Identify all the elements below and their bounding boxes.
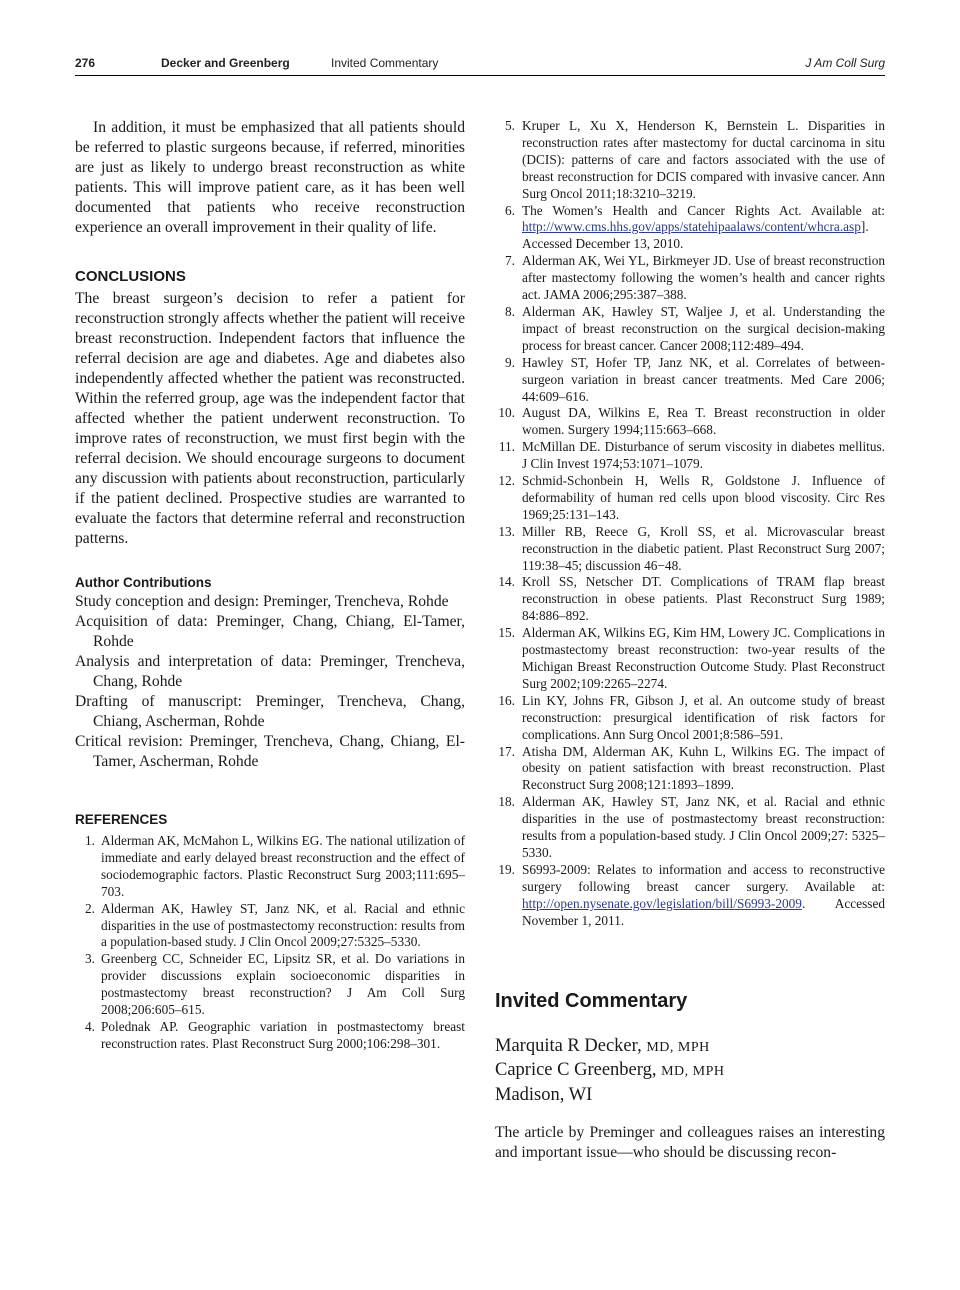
reference-text-post: . Accessed November 1, 2011. [522,895,885,928]
left-column [75,118,465,1053]
reference-item [75,833,465,901]
contribution-item: Acquisition of data: Preminger, Chang, Chiang, El-Tamer, Rohde [75,613,465,650]
contribution-item: Study conception and design: Preminger, Trencheva, Rohde [75,593,449,610]
reference-text: August DA, Wilkins E, Rea T. Breast reconstruction in older women. Surgery 1994;115:663–668. [522,405,885,438]
reference-text: Alderman AK, Hawley ST, Janz NK, et al. Racial and ethnic disparities in the use of postmastectomy breast reconstruction: results from a population-based study. J Clin Oncol 2009;27: 5325–5330. [522,794,885,860]
reference-text: Alderman AK, McMahon L, Wilkins EG. The national utilization of immediate and early delayed breast reconstruction and the effect of sociodemographic factors. Plastic Reconstruct Surg 2003;111:695–703. [101,833,465,899]
reference-number: 12. [498,473,515,489]
reference-link[interactable]: http://www.cms.hhs.gov/apps/statehipaalaws/content/whcra.asp [522,219,861,235]
reference-number: 19. [498,861,515,877]
reference-number: 10. [498,405,515,421]
conclusions-paragraph: The breast surgeon’s decision to refer a patient for reconstruction strongly affects whether the patient will receive breast reconstruction. Independent factors that influence the referral decision are age and diabetes. Age and diabetes also independently affected whether the patient was reconstructed. Within the referred group, age was the independent factor that affected whether the patient underwent reconstruction. To improve rates of reconstruction, we must first begin with the referral decision. We should encourage surgeons to document any discussion with patients about reconstruction, particularly if the patient declined. Prospective studies are warranted to evaluate the factors that determine referral and reconstruction patterns. [75,290,465,547]
contribution-item: Critical revision: Preminger, Trencheva, Chang, Chiang, El-Tamer, Ascherman, Rohde [75,733,465,770]
contribution-item: Drafting of manuscript: Preminger, Trencheva, Chang, Chiang, Ascherman, Rohde [75,693,465,730]
reference-item [495,304,885,355]
author-affiliation: Madison, WI [495,1084,593,1105]
reference-number: 3. [85,951,95,967]
reference-item [495,794,885,862]
reference-text-post: ]. Accessed December 13, 2010. [522,219,869,252]
reference-text: Kroll SS, Netscher DT. Complications of TRAM flap breast reconstruction in obese patients. Plast Reconstruct Surg 1989; 84:886–892. [522,574,885,624]
contributions-list [75,592,465,772]
right-column [495,118,885,1163]
contribution-item: Analysis and interpretation of data: Preminger, Trencheva, Chang, Rohde [75,653,465,690]
header-section: Invited Commentary [331,56,439,70]
reference-number: 2. [85,900,95,916]
reference-text: Greenberg CC, Schneider EC, Lipsitz SR, et al. Do variations in provider discussions explain socioeconomic disparities in postmastectomy breast reconstruction? J Am Coll Surg 2008;206:605–615. [101,951,465,1018]
author-name: Caprice C Greenberg, [495,1060,657,1080]
reference-item [75,1019,465,1053]
reference-item [495,744,885,795]
reference-number: 8. [505,303,515,319]
page-number: 276 [75,56,96,70]
reference-item [495,405,885,439]
reference-text: Polednak AP. Geographic variation in postmastectomy breast reconstruction rates. Plast Reconstruct Surg 2000;106:298–301. [101,1018,465,1051]
reference-item [495,253,885,304]
reference-item [495,574,885,625]
commentary-opening-paragraph: The article by Preminger and colleagues raises an interesting and important issue—who should be discussing recon- [495,1124,885,1161]
reference-number: 17. [498,743,515,759]
reference-text: Alderman AK, Wei YL, Birkmeyer JD. Use of breast reconstruction after mastectomy following the women’s health and cancer rights act. JAMA 2006;295:387–388. [522,253,885,303]
reference-item [495,118,885,203]
reference-item [495,355,885,406]
header-journal: J Am Coll Surg [805,56,885,70]
reference-item [495,524,885,575]
reference-item [495,473,885,524]
reference-text: Atisha DM, Alderman AK, Kuhn L, Wilkins EG. The impact of obesity on patient satisfaction with breast reconstruction. Plast Reconstruct Surg 2008;121:1893–1899. [522,743,885,793]
conclusions-heading: CONCLUSIONS [75,268,186,285]
reference-number: 14. [498,574,515,590]
reference-number: 11. [498,439,515,455]
running-header [75,56,885,72]
intro-paragraph: In addition, it must be emphasized that all patients should be referred to plastic surgeons because, if referred, minorities are just as likely to undergo breast reconstruction as white patients. This will improve patient care, as it has been well documented that patients who receive reconstruction experience an overall improvement in their quality of life. [75,119,465,236]
reference-text: Alderman AK, Hawley ST, Janz NK, et al. Racial and ethnic disparities in the use of postmastectomy reconstruction: results from a population-based study. J Clin Oncol 2009;27:5325–5330. [101,900,465,950]
reference-number: 6. [505,202,515,218]
reference-text: Miller RB, Reece G, Kroll SS, et al. Microvascular breast reconstruction in the diabetic patient. Plast Reconstruct Surg 2007; 119:38–45; discussion 46−48. [522,523,885,573]
reference-number: 15. [498,625,515,641]
reference-text: Schmid-Schonbein H, Wells R, Goldstone J. Influence of deformability of human red cells upon blood viscosity. Circ Res 1969;25:131–143. [522,473,885,522]
commentary-author [495,1035,885,1060]
reference-item [75,901,465,952]
reference-item [495,625,885,693]
reference-text: Alderman AK, Hawley ST, Waljee J, et al. Understanding the impact of breast reconstruction on the surgical decision-making process for breast cancer. Cancer 2008;112:489–494. [522,303,885,353]
reference-number: 13. [498,523,515,539]
author-name: Marquita R Decker, [495,1035,642,1056]
reference-number: 9. [505,354,515,370]
reference-number: 1. [85,833,95,848]
reference-number: 16. [498,692,515,708]
reference-text-pre: The Women’s Health and Cancer Rights Act. Available at: [522,202,885,218]
reference-text: Kruper L, Xu X, Henderson K, Bernstein L. Disparities in reconstruction rates after mastectomy for ductal carcinoma in situ (DCIS): patterns of care and factors associated with the use of breast reconstruction for DCIS compared with invasive cancer. Ann Surg Oncol 2011;18:3210–3219. [522,118,885,201]
reference-item [495,862,885,930]
reference-number: 18. [498,794,515,810]
author-contributions-heading: Author Contributions [75,575,212,590]
reference-item [75,951,465,1019]
reference-text: McMillan DE. Disturbance of serum viscosity in diabetes mellitus. J Clin Invest 1974;53:1071–1079. [522,439,885,472]
author-degrees: MD, MPH [646,1039,710,1055]
invited-commentary-heading: Invited Commentary [495,989,688,1012]
reference-text-pre: S6993-2009: Relates to information and access to reconstructive surgery following breast cancer surgery. Available at: [522,861,885,894]
reference-item [495,203,885,254]
reference-text: Lin KY, Johns FR, Gibson J, et al. An outcome study of breast reconstruction: presurgical identification of risk factors for complications. Ann Surg Oncol 2001;8:586–591. [522,692,885,742]
references-list-left [75,833,465,1053]
reference-number: 5. [505,118,515,133]
author-degrees: MD, MPH [661,1064,725,1079]
header-rule [75,75,885,76]
reference-link[interactable]: http://open.nysenate.gov/legislation/bill/S6993-2009 [522,895,802,911]
reference-number: 4. [85,1018,95,1034]
commentary-author [495,1059,885,1084]
reference-item [495,693,885,744]
reference-text: Hawley ST, Hofer TP, Janz NK, et al. Correlates of between-surgeon variation in breast cancer treatments. Med Care 2006; 44:609–616. [522,354,885,404]
reference-item [495,439,885,473]
references-list-right [495,118,885,930]
reference-number: 7. [505,253,515,269]
reference-text: Alderman AK, Wilkins EG, Kim HM, Lowery JC. Complications in postmastectomy breast reconstruction: two-year results of the Michigan Breast Reconstruction Outcome Study. Plast Reconstruct Surg 2002;109:2265–2274. [522,625,885,691]
references-heading: REFERENCES [75,812,168,827]
header-authors: Decker and Greenberg [161,56,290,70]
